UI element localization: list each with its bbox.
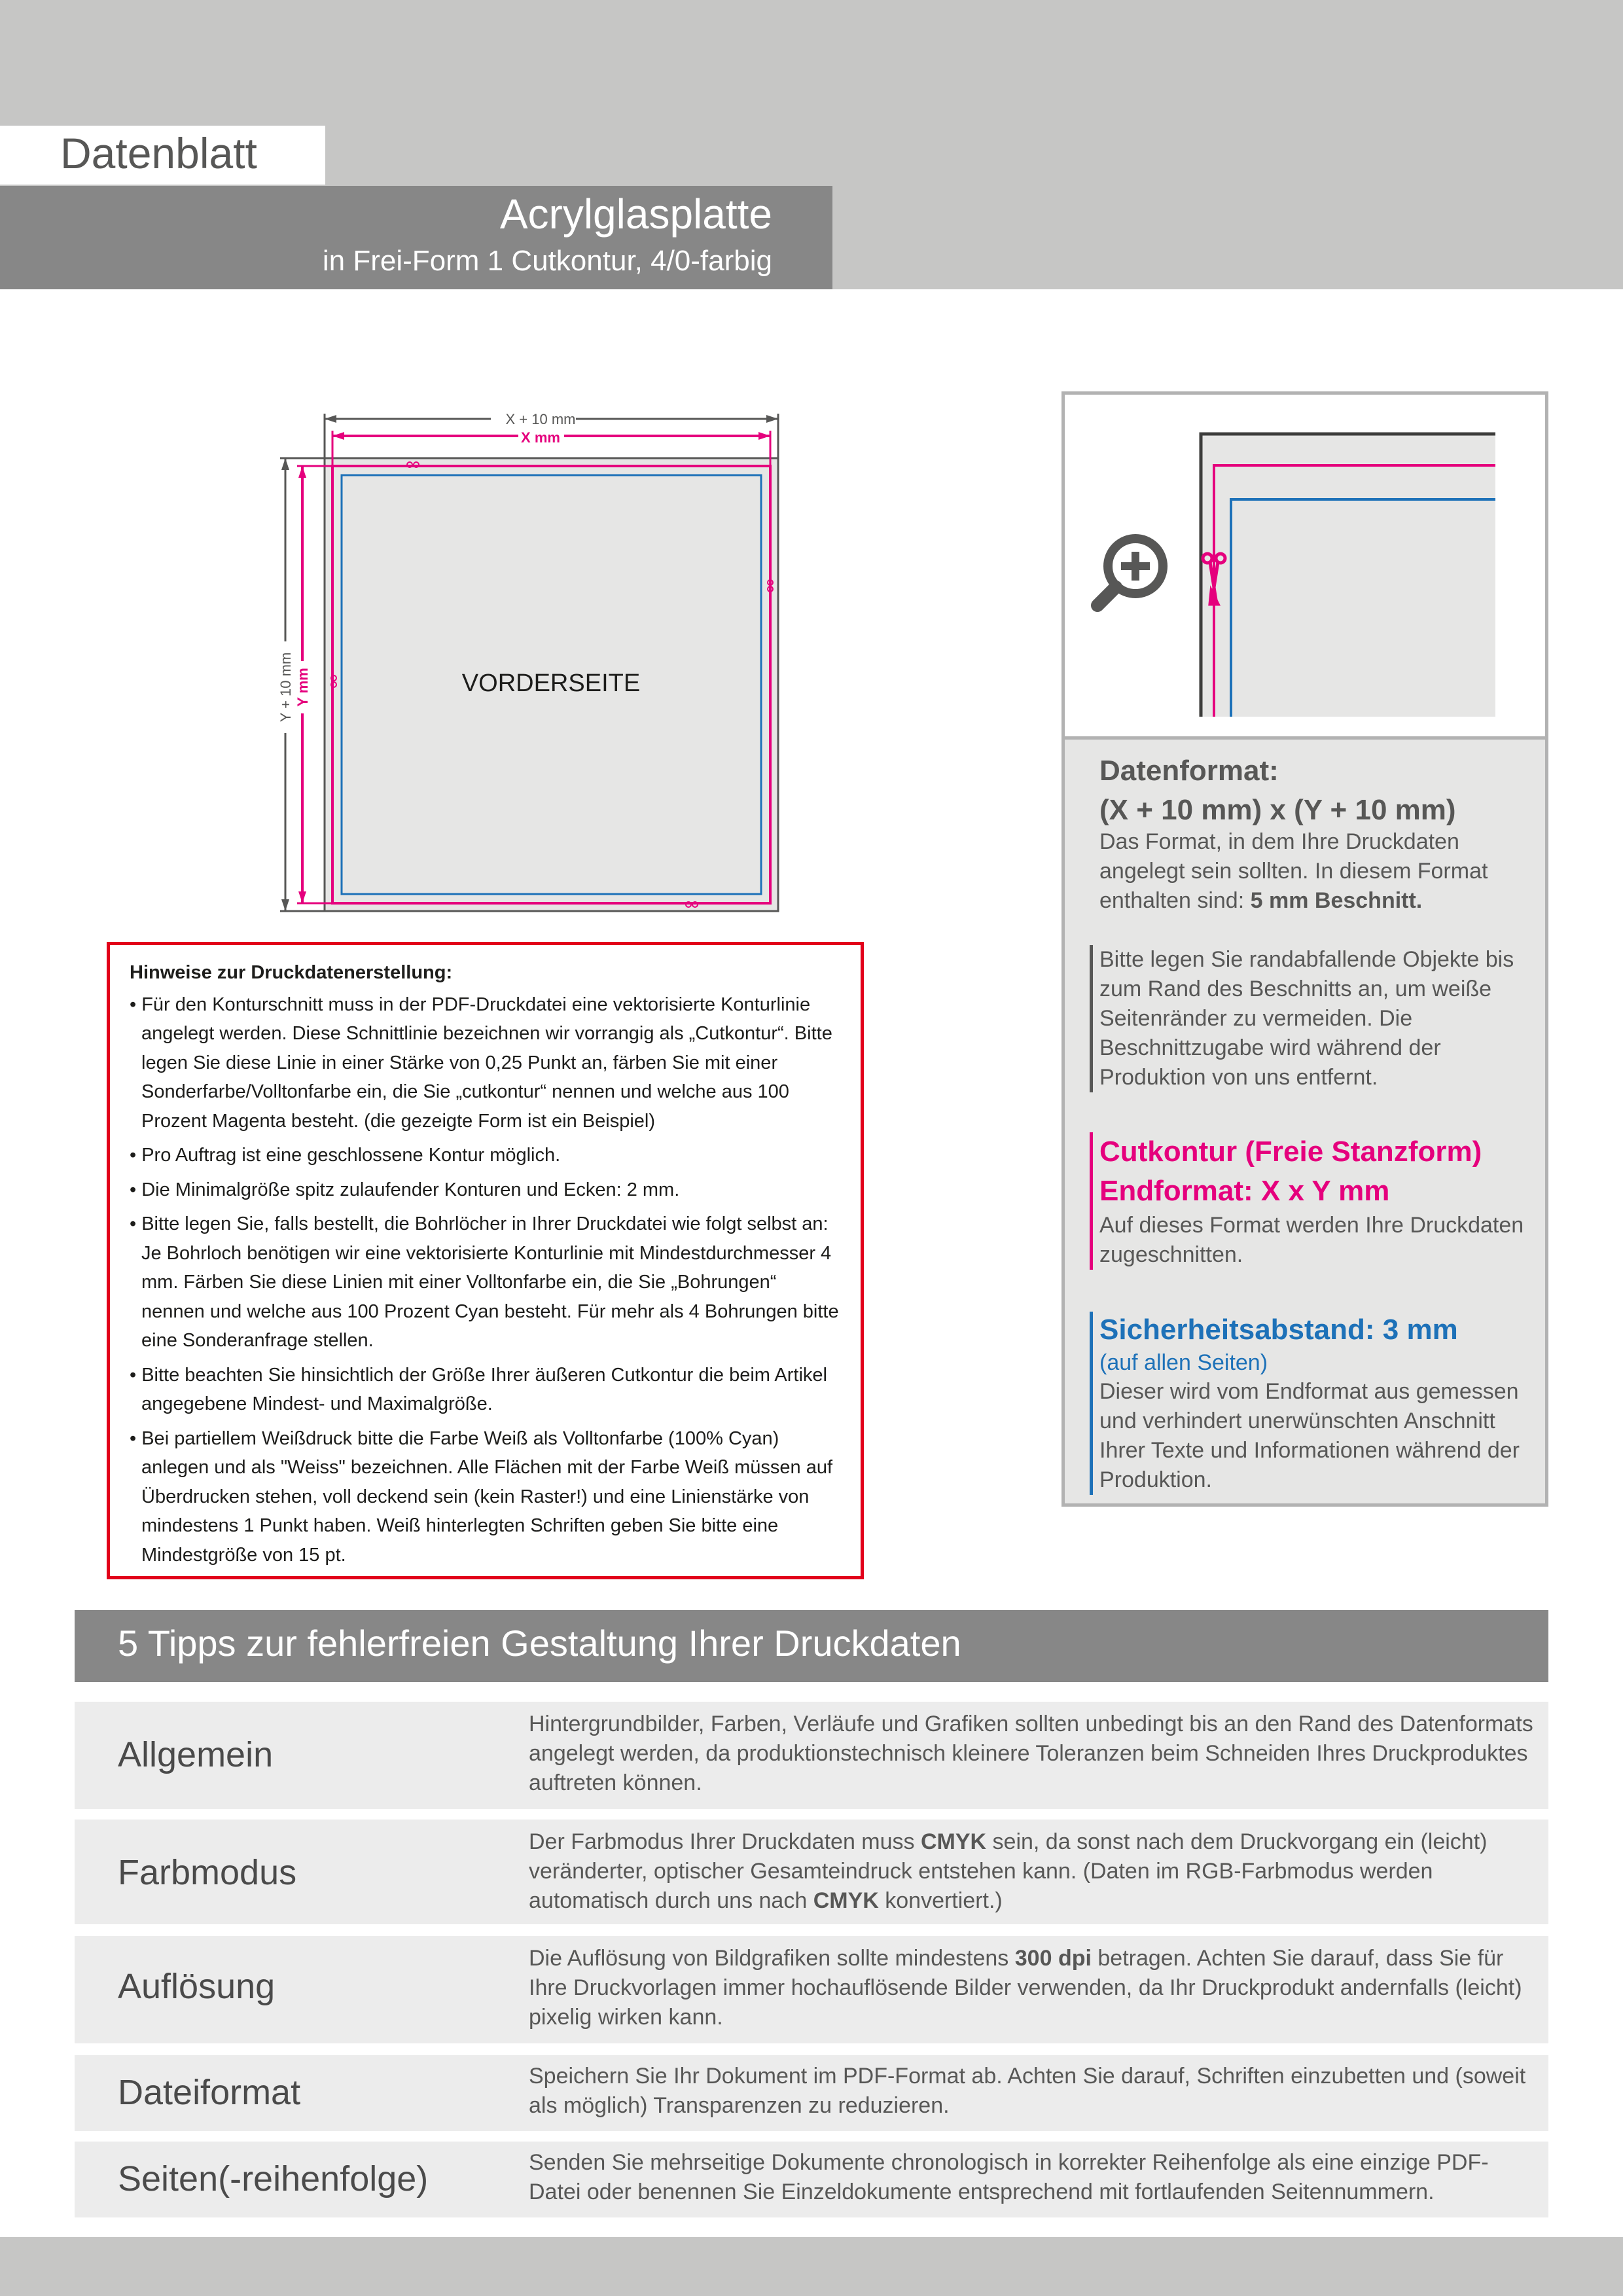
magnifier-plus-icon [1097, 539, 1163, 605]
safety-margin-info [1099, 1312, 1544, 1495]
outer-width-label: X + 10 mm [505, 411, 576, 427]
hint-item: • Bitte beachten Sie hinsichtlich der Größe Ihrer äußeren Cutkontur die beim Artikel angegebene Mindest- und Maximalgröße. [130, 1361, 844, 1419]
product-subtitle: in Frei-Form 1 Cutkontur, 4/0-farbig [322, 245, 772, 277]
outer-height-arrowhead-top [281, 458, 289, 470]
outer-width-arrowhead-left [325, 415, 336, 423]
footer-band [0, 2237, 1623, 2296]
inner-height-arrowhead-top [298, 466, 306, 478]
tip-emphasis: CMYK [920, 1829, 987, 1854]
inner-height-label: Y mm [294, 668, 311, 707]
safety-margin-heading: Sicherheitsabstand: 3 mm [1099, 1314, 1458, 1346]
hint-item: • Die Minimalgröße spitz zulaufender Konturen und Ecken: 2 mm. [130, 1175, 844, 1205]
tip-text: Der Farbmodus Ihrer Druckdaten muss CMYK sein, da sonst nach dem Druckvorgang ein (leicht) veränderter, optischer Gesamteindruck entstehen kann. (Daten im RGB-Farbmodus werden automatisch durch uns nach CMYK konvertiert.) [529, 1829, 1488, 1913]
hints-heading: Hinweise zur Druckdatenerstellung: [130, 962, 453, 983]
end-format-heading: Endformat: X x Y mm [1099, 1175, 1390, 1207]
tips-heading: 5 Tipps zur fehlerfreien Gestaltung Ihrer Druckdaten [118, 1623, 961, 1664]
inner-width-arrowhead-left [332, 432, 344, 440]
hint-item: • Pro Auftrag ist eine geschlossene Kontur möglich. [130, 1141, 844, 1170]
tip-text: Hintergrundbilder, Farben, Verläufe und Grafiken sollten unbedingt bis an den Rand des Datenformats angelegt werden, da produktionstechnisch kleinere Toleranzen beim Schneiden Ihres Druckproduktes auftreten können. [529, 1712, 1533, 1795]
tip-label: Allgemein [118, 1735, 274, 1774]
data-format-value: (X + 10 mm) x (Y + 10 mm) [1099, 794, 1456, 826]
tip-text: Speichern Sie Ihr Dokument im PDF-Format ab. Achten Sie darauf, Schriften einzubetten und (soweit als möglich) Transparenzen zu reduzieren. [529, 2064, 1526, 2118]
inner-height-arrowhead-bottom [298, 891, 306, 903]
inner-width-arrowhead-right [758, 432, 770, 440]
tip-label: Seiten(-reihenfolge) [118, 2159, 429, 2198]
zoom-detail-svg [1065, 395, 1545, 736]
document-label: Datenblatt [60, 129, 257, 177]
tip-label: Dateiformat [118, 2073, 301, 2112]
hint-item: • Bitte legen Sie, falls bestellt, die Bohrlöcher in Ihrer Druckdatei wie folgt selbst an: Je Bohrloch benötigen wir eine vektorisierte Konturlinie mit Mindestdurchmesser 4 mm. Färben Sie diese Linien mit einer Volltonfarbe ein, die Sie „Bohrungen“ nennen und welche aus 100 Prozent Cyan besteht. Für mehr als 4 Bohrungen bitte eine Sonderanfrage stellen. [130, 1210, 844, 1355]
product-title: Acrylglasplatte [499, 190, 772, 238]
zoom-detail [1065, 395, 1545, 740]
inner-width-label: X mm [521, 429, 560, 446]
safety-margin-sub: (auf allen Seiten) [1099, 1350, 1268, 1375]
tip-row [75, 1820, 1548, 1924]
data-format-text: Das Format, in dem Ihre Druckdaten angelegt sein sollten. In diesem Format enthalten sind: 5 mm Beschnitt. [1099, 829, 1488, 913]
cut-contour-text: Auf dieses Format werden Ihre Druckdaten zugeschnitten. [1099, 1213, 1524, 1267]
outer-width-arrowhead-right [766, 415, 778, 423]
tip-label: Farbmodus [118, 1853, 297, 1892]
data-format-heading: Datenformat: (X + 10 mm) x (Y + 10 mm) [1099, 751, 1456, 830]
tip-row [75, 2055, 1548, 2131]
tip-text: Die Auflösung von Bildgrafiken sollte mindestens 300 dpi betragen. Achten Sie darauf, dass Sie für Ihre Druckvorlagen immer hochauflösende Bilder verwenden, da Ihr Druckprodukt andernfalls (leicht) pixelig wirken kann. [529, 1946, 1522, 2030]
bleed-info: Bitte legen Sie randabfallende Objekte bis zum Rand des Beschnitts an, um weiße Seitenränder zu vermeiden. Die Beschnittzugabe wird während der Produktion von uns entfernt. [1099, 945, 1544, 1092]
print-data-hints [107, 942, 864, 1579]
tip-emphasis: 300 dpi [1014, 1946, 1092, 1971]
tip-emphasis: CMYK [813, 1888, 879, 1913]
detail-bleed-area [1201, 434, 1495, 717]
tip-row [75, 1936, 1548, 2043]
cut-contour-heading: Cutkontur (Freie Stanzform) [1099, 1136, 1482, 1168]
hint-item: • Bei partiellem Weißdruck bitte die Farbe Weiß als Volltonfarbe (100% Cyan) anlegen und als "Weiss" bezeichnen. Alle Flächen mit der Farbe Weiß müssen auf Überdrucken stehen, voll deckend sein (kein Raster!) und eine Linienstärke von mindestens 1 Punkt haben. Weiß hinterlegten Schriften geben Sie bitte eine Mindestgröße von 15 pt. [130, 1424, 844, 1570]
hint-item: • Für den Konturschnitt muss in der PDF-Druckdatei eine vektorisierte Konturlinie angelegt werden. Diese Schnittlinie bezeichnen wir vorrangig als „Cutkontur“. Bitte legen Sie diese Linie in einer Stärke von 0,25 Punkt an, färben Sie mit einer Sonderfarbe/Volltonfarbe ein, die Sie „cutkontur“ nennen und welche aus 100 Prozent Magenta besteht. (die gezeigte Form ist ein Beispiel) [130, 990, 844, 1136]
vorderseite-label: VORDERSEITE [461, 670, 641, 697]
cut-contour-info [1099, 1132, 1544, 1270]
safety-margin-text: Dieser wird vom Endformat aus gemessen und verhindert unerwünschten Anschnitt Ihrer Texte und Informationen während der Produktion. [1099, 1379, 1520, 1492]
tip-row [75, 2142, 1548, 2217]
tip-row [75, 1702, 1548, 1809]
format-diagram-svg [262, 399, 798, 923]
format-diagram [262, 399, 798, 923]
tip-text: Senden Sie mehrseitige Dokumente chronologisch in korrekter Reihenfolge als eine einzige PDF-Datei oder benennen Sie Einzeldokumente entsprechend mit fortlaufenden Seitennummern. [529, 2150, 1489, 2204]
outer-height-label: Y + 10 mm [277, 652, 294, 723]
tip-label: Auflösung [118, 1967, 276, 2006]
outer-height-arrowhead-bottom [281, 899, 289, 911]
